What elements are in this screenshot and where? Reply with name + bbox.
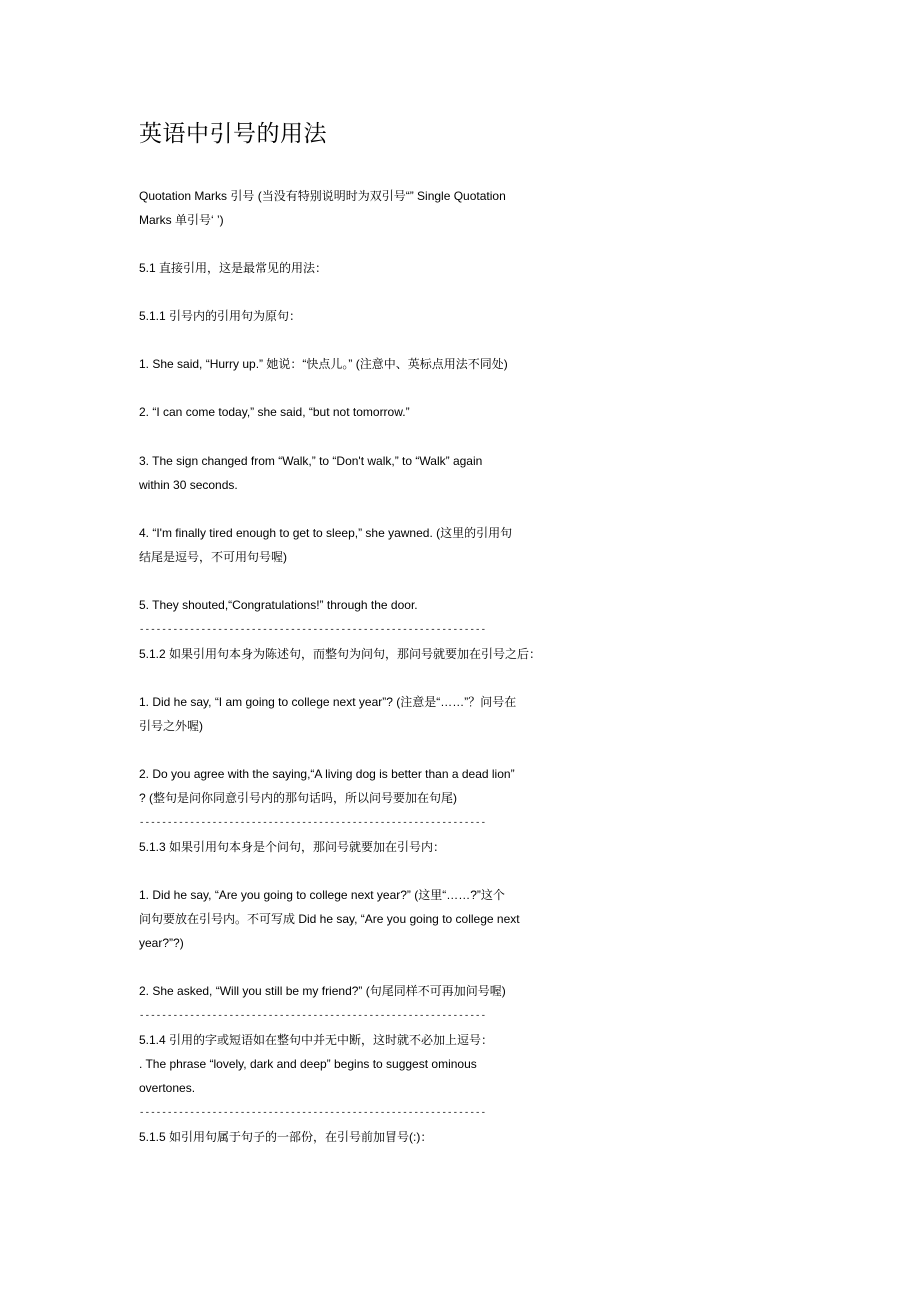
example-line: overtones. (139, 1081, 196, 1095)
example-line: 5. They shouted,“Congratulations!” through the door. (139, 598, 418, 612)
example-line: 引号之外喔) (139, 719, 203, 733)
example-line: within 30 seconds. (139, 478, 238, 492)
section-heading-5-1-3: 5.1.3 如果引用句本身是个问句，那问号就要加在引号内： (139, 840, 446, 854)
example-line: ? (整句是问你同意引号内的那句话吗，所以问号要加在句尾) (139, 791, 458, 805)
intro-line-2: Marks 单引号‘ ’) (139, 213, 224, 227)
section-heading-5-1: 5.1 直接引用，这是最常见的用法： (139, 261, 328, 275)
section-divider: -------------------------------------------------------------- (139, 818, 487, 828)
section-heading-5-1-2: 5.1.2 如果引用句本身为陈述句，而整句为问句，那问号就要加在引号之后： (139, 647, 542, 661)
example-line: 1. She said, “Hurry up.” 她说：“快点儿。” (注意中、英标点用法不同处) (139, 357, 508, 371)
section-divider: -------------------------------------------------------------- (139, 1108, 487, 1118)
example-line: 4. “I'm finally tired enough to get to sleep,” she yawned. (这里的引用句 (139, 526, 513, 540)
example-line: 1. Did he say, “Are you going to college next year?” (这里“……?”这个 (139, 888, 505, 902)
example-line: 问句要放在引号内。不可写成 Did he say, “Are you going to college next (139, 912, 520, 926)
example-line: 2. She asked, “Will you still be my friend?” (句尾同样不可再加问号喔) (139, 984, 506, 998)
page-title: 英语中引号的用法 (139, 121, 327, 147)
intro-line-1: Quotation Marks 引号 (当没有特别说明时为双引号“” Single Quotation (139, 189, 506, 203)
example-line: 2. “I can come today,” she said, “but not tomorrow.” (139, 405, 410, 419)
section-heading-5-1-4: 5.1.4 引用的字或短语如在整句中并无中断，这时就不必加上逗号： (139, 1033, 494, 1047)
section-divider: -------------------------------------------------------------- (139, 625, 487, 635)
example-line: 2. Do you agree with the saying,“A living dog is better than a dead lion” (139, 767, 515, 781)
example-line: 3. The sign changed from “Walk,” to “Don't walk,” to “Walk” again (139, 454, 483, 468)
section-heading-5-1-1: 5.1.1 引号内的引用句为原句： (139, 309, 302, 323)
section-heading-5-1-5: 5.1.5 如引用句属于句子的一部份，在引号前加冒号(:)： (139, 1130, 433, 1144)
example-line: 结尾是逗号，不可用句号喔) (139, 550, 287, 564)
example-line: year?”?) (139, 936, 184, 950)
section-divider: -------------------------------------------------------------- (139, 1011, 487, 1021)
example-line: . The phrase “lovely, dark and deep” begins to suggest ominous (139, 1057, 477, 1071)
example-line: 1. Did he say, “I am going to college next year”? (注意是“……”？问号在 (139, 695, 517, 709)
